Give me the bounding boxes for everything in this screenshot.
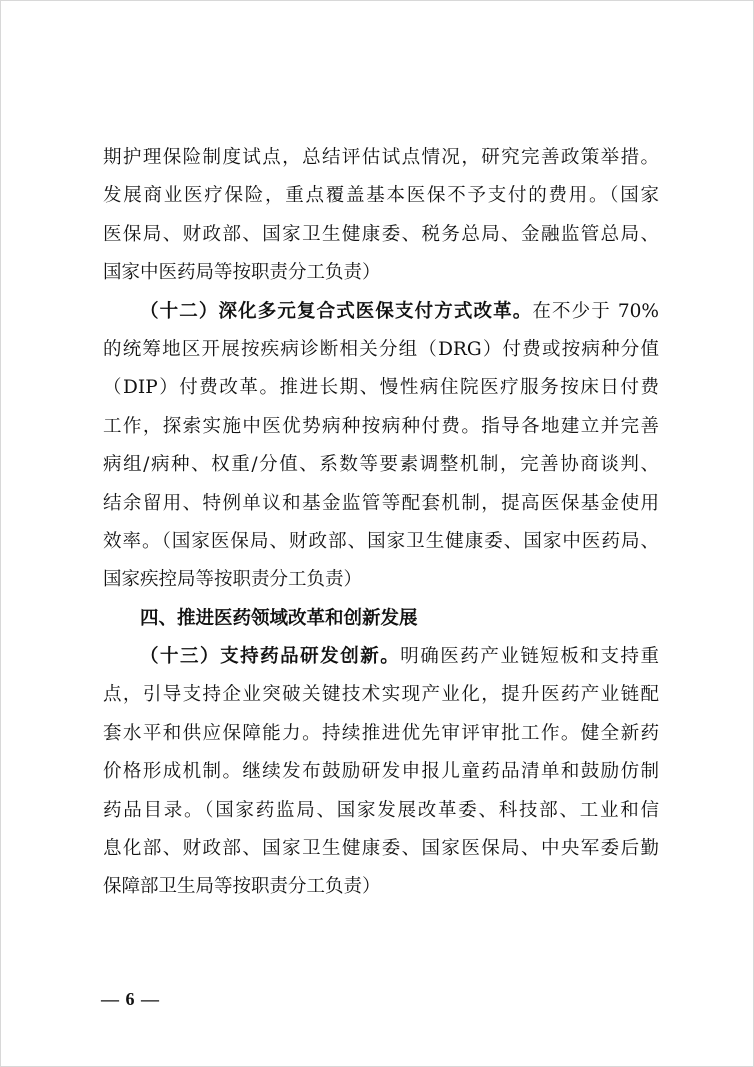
section-heading: 四、推进医药领域改革和创新发展 (140, 607, 418, 629)
page-number: — 6 — (101, 989, 160, 1009)
paragraph-13-first-line (103, 638, 659, 676)
text-line: 价格形成机制。继续发布鼓励研发申报儿童药品清单和鼓励仿制 (103, 761, 659, 783)
text-line: 的统筹地区开展按疾病诊断相关分组（DRG）付费或按病种分值 (103, 338, 659, 360)
text-line: 保障部卫生局等按职责分工负责） (103, 876, 381, 898)
text-line: 医保局、财政部、国家卫生健康委、税务总局、金融监管总局、 (103, 223, 659, 245)
item-13-title: （十三）支持药品研发创新。 (140, 646, 401, 668)
text-line: 国家中医药局等按职责分工负责） (103, 262, 381, 284)
text-line: （DIP）付费改革。推进长期、慢性病住院医疗服务按床日付费 (103, 377, 659, 399)
text-span: 在不少于 70% (532, 300, 659, 322)
item-12-title: （十二）深化多元复合式医保支付方式改革。 (140, 300, 533, 322)
text-span: 明确医药产业链短板和支持重 (400, 646, 659, 668)
text-line: 结余留用、特例单议和基金监管等配套机制，提高医保基金使用 (103, 492, 659, 514)
text-line: 效率。（国家医保局、财政部、国家卫生健康委、国家中医药局、 (103, 530, 659, 552)
text-line: 药品目录。（国家药监局、国家发展改革委、科技部、工业和信 (103, 799, 659, 821)
body-text (103, 139, 659, 907)
text-line: 病组/病种、权重/分值、系数等要素调整机制，完善协商谈判、 (103, 454, 659, 476)
text-line: 工作，探索实施中医优势病种按病种付费。指导各地建立并完善 (103, 415, 659, 437)
text-line: 发展商业医疗保险，重点覆盖基本医保不予支付的费用。（国家 (103, 185, 659, 207)
text-line: 点，引导支持企业突破关键技术实现产业化，提升医药产业链配 (103, 684, 659, 706)
text-line: 息化部、财政部、国家卫生健康委、国家医保局、中央军委后勤 (103, 838, 659, 860)
text-line: 套水平和供应保障能力。持续推进优先审评审批工作。健全新药 (103, 722, 659, 744)
text-line: 期护理保险制度试点，总结评估试点情况，研究完善政策举措。 (103, 147, 659, 168)
paragraph-12-first-line (103, 293, 659, 331)
text-line: 国家疾控局等按职责分工负责） (103, 569, 363, 591)
